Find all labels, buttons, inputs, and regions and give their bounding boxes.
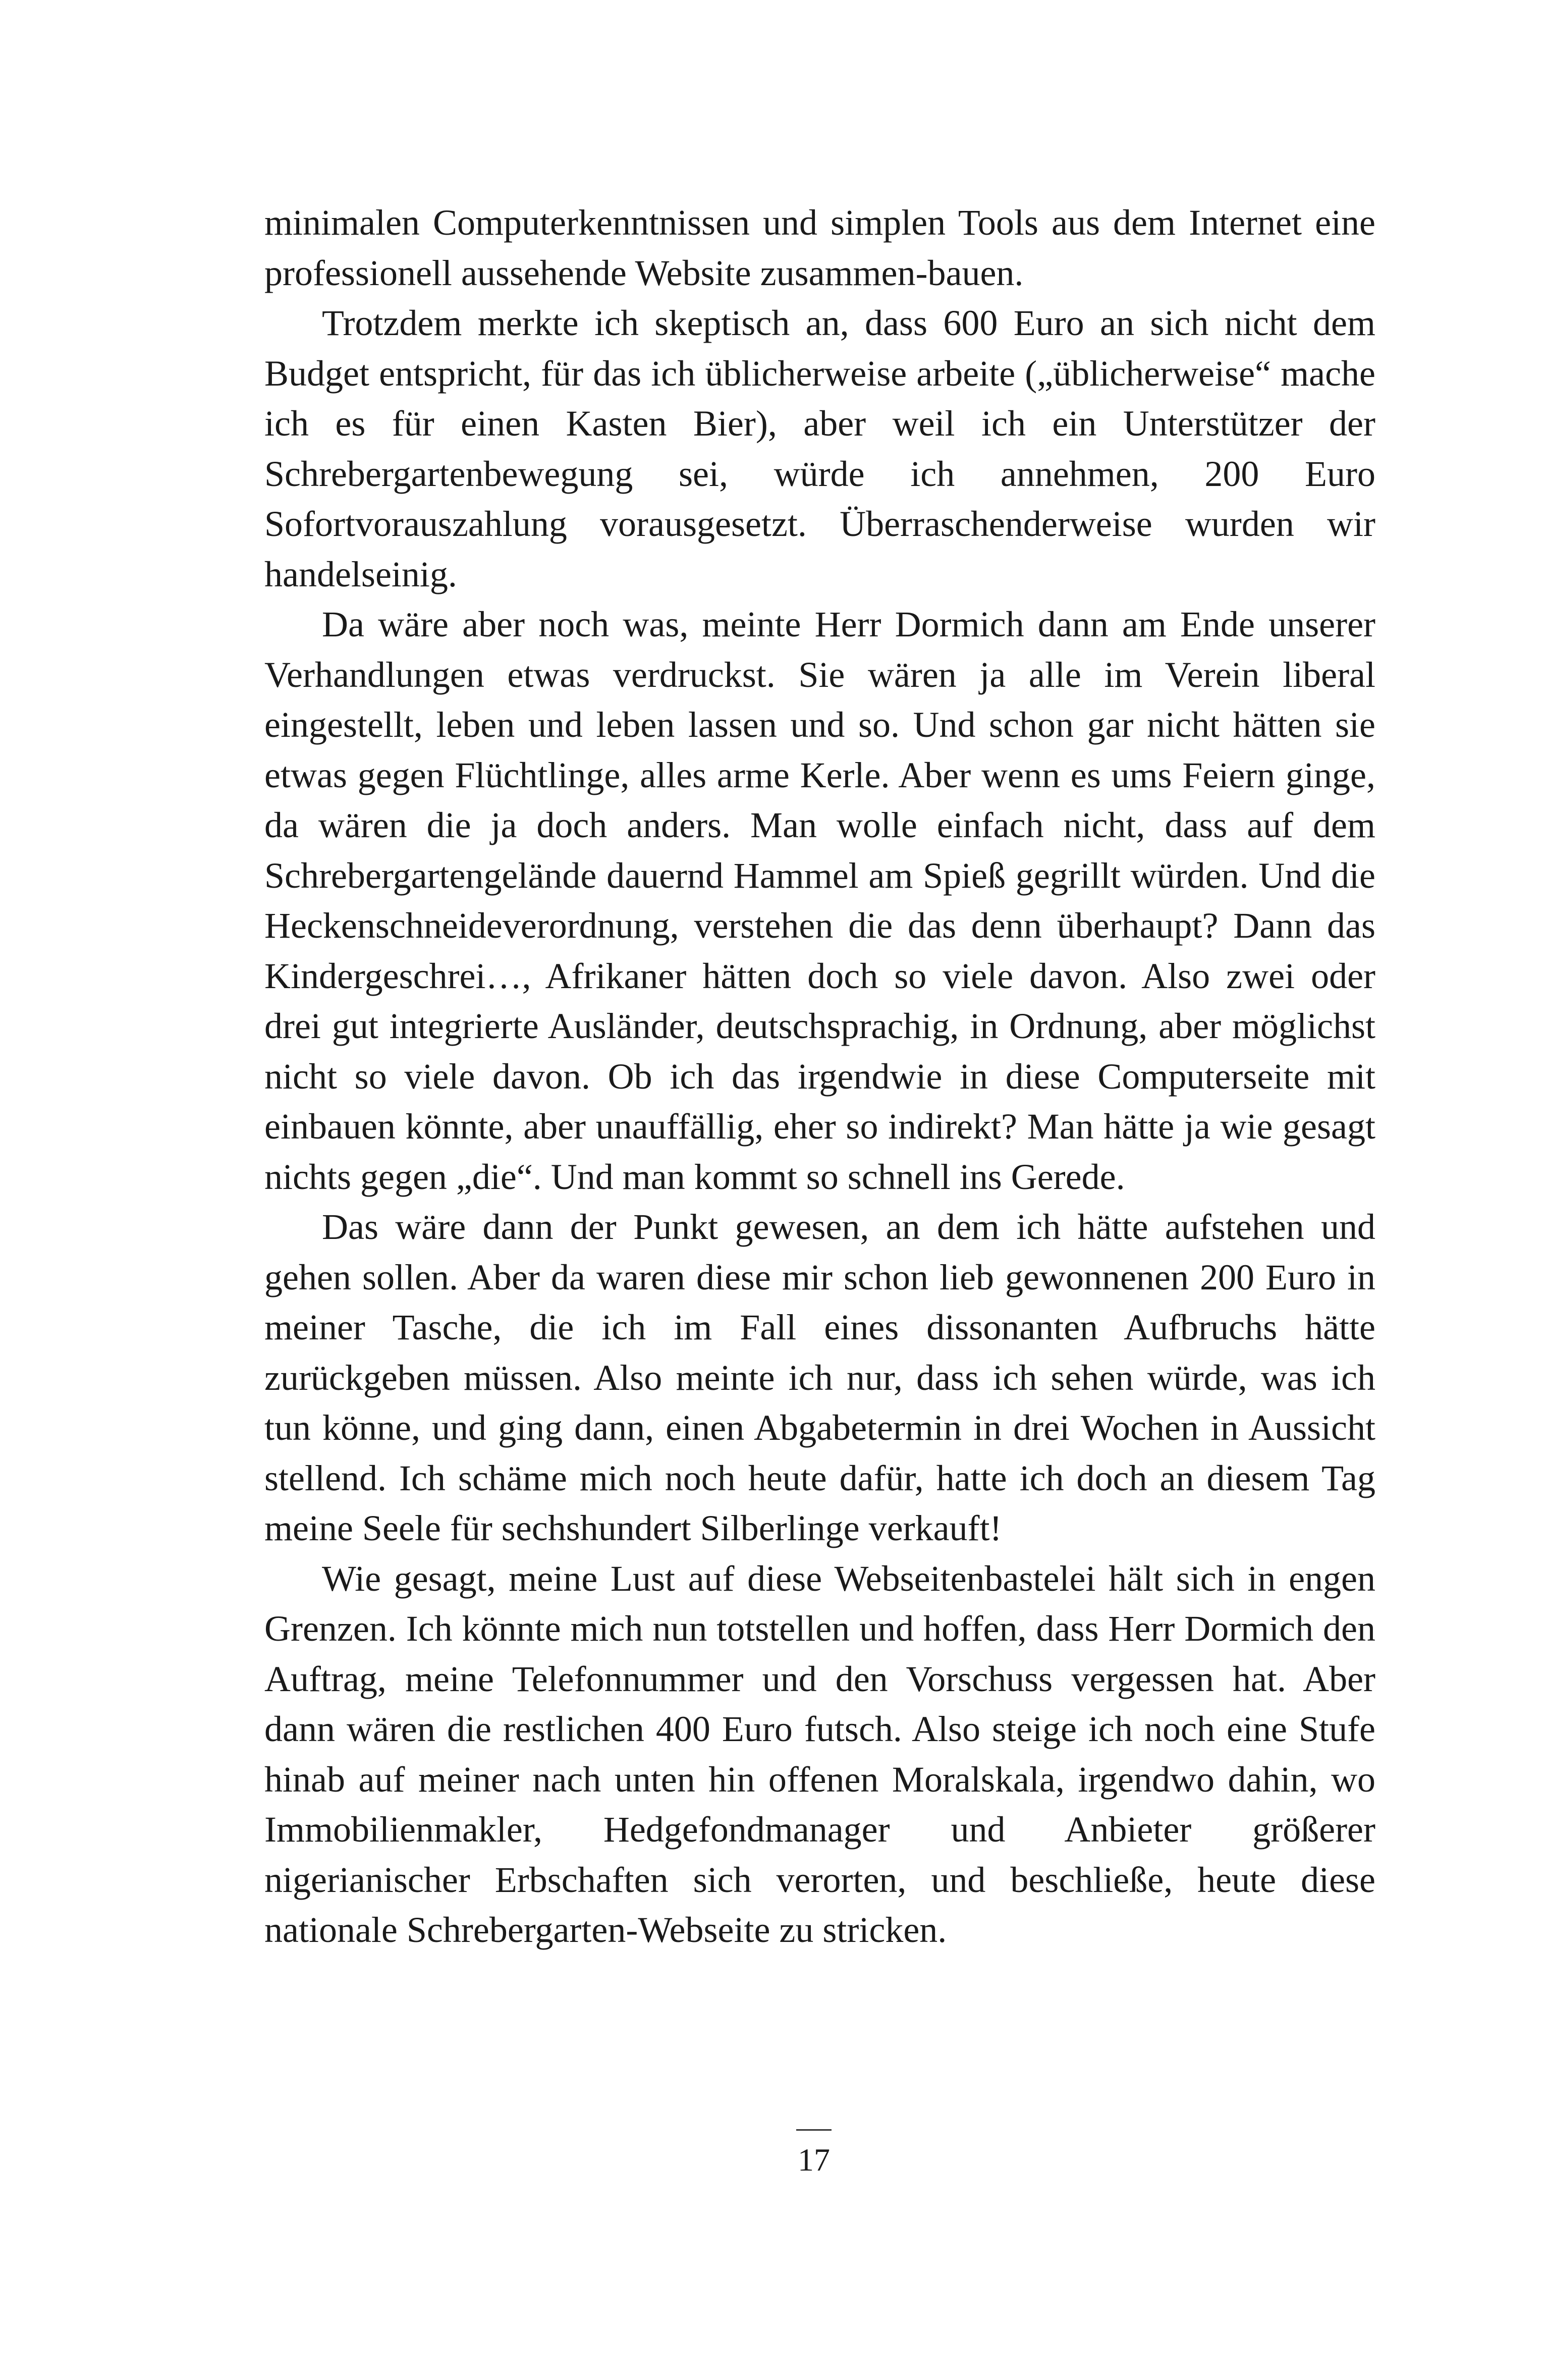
paragraph-5: Wie gesagt, meine Lust auf diese Webseitenbastelei hält sich in engen Grenzen. Ich könnte mich nun totstellen und hoffen, dass Herr Dormich den Auftrag, meine Telefonnummer und den Vorschuss vergessen hat. Aber dann wären die restlichen 400 Euro futsch. Also steige ich noch eine Stufe hinab auf meiner nach unten hin offenen Moralskala, irgendwo dahin, wo Immobilienmakler, Hedgefondmanager und Anbieter größerer nigerianischer Erbschaften sich verorten, und beschließe, heute diese nationale Schrebergarten-Webseite zu stricken.: [264, 1558, 1375, 1950]
paragraph-1: minimalen Computerkenntnissen und simplen Tools aus dem Internet eine professionell aussehende Website zusammen-bauen.: [264, 202, 1375, 293]
paragraph-4: Das wäre dann der Punkt gewesen, an dem ich hätte aufstehen und gehen sollen. Aber da waren diese mir schon lieb gewonnenen 200 Euro in meiner Tasche, die ich im Fall eines dissonanten Aufbruchs hätte zurückgeben müssen. Also meinte ich nur, dass ich sehen würde, was ich tun könne, und ging dann, einen Abgabetermin in drei Wochen in Aussicht stellend. Ich schäme mich noch heute dafür, hatte ich doch an diesem Tag meine Seele für sechshundert Silberlinge verkauft!: [264, 1207, 1375, 1548]
paragraph-3: Da wäre aber noch was, meinte Herr Dormich dann am Ende unserer Verhandlungen etwas verdruckst. Sie wären ja alle im Verein liberal eingestellt, leben und leben lassen und so. Und schon gar nicht hätten sie etwas gegen Flüchtlinge, alles arme Kerle. Aber wenn es ums Feiern ginge, da wären die ja doch anders. Man wolle einfach nicht, dass auf dem Schrebergartengelände dauernd Hammel am Spieß gegrillt würden. Und die Heckenschneideverordnung, verstehen die das denn überhaupt? Dann das Kindergeschrei…, Afrikaner hätten doch so viele davon. Also zwei oder drei gut integrierte Ausländer, deutschsprachig, in Ordnung, aber möglichst nicht so viele davon. Ob ich das irgendwie in diese Computerseite mit einbauen könnte, aber unauffällig, eher so indirekt? Man hätte ja wie gesagt nichts gegen „die“. Und man kommt so schnell ins Gerede.: [264, 604, 1375, 1197]
page-number: 17: [798, 2142, 830, 2178]
body-text: [264, 198, 1375, 1956]
page-number-rule: [796, 2129, 832, 2131]
paragraph-2: Trotzdem merkte ich skeptisch an, dass 600 Euro an sich nicht dem Budget entspricht, für das ich üblicherweise arbeite („üblicherweise“ mache ich es für einen Kasten Bier), aber weil ich ein Unterstützer der Schrebergartenbewegung sei, würde ich annehmen, 200 Euro Sofortvorauszahlung vorausgesetzt. Überraschenderweise wurden wir handelseinig.: [264, 303, 1375, 594]
